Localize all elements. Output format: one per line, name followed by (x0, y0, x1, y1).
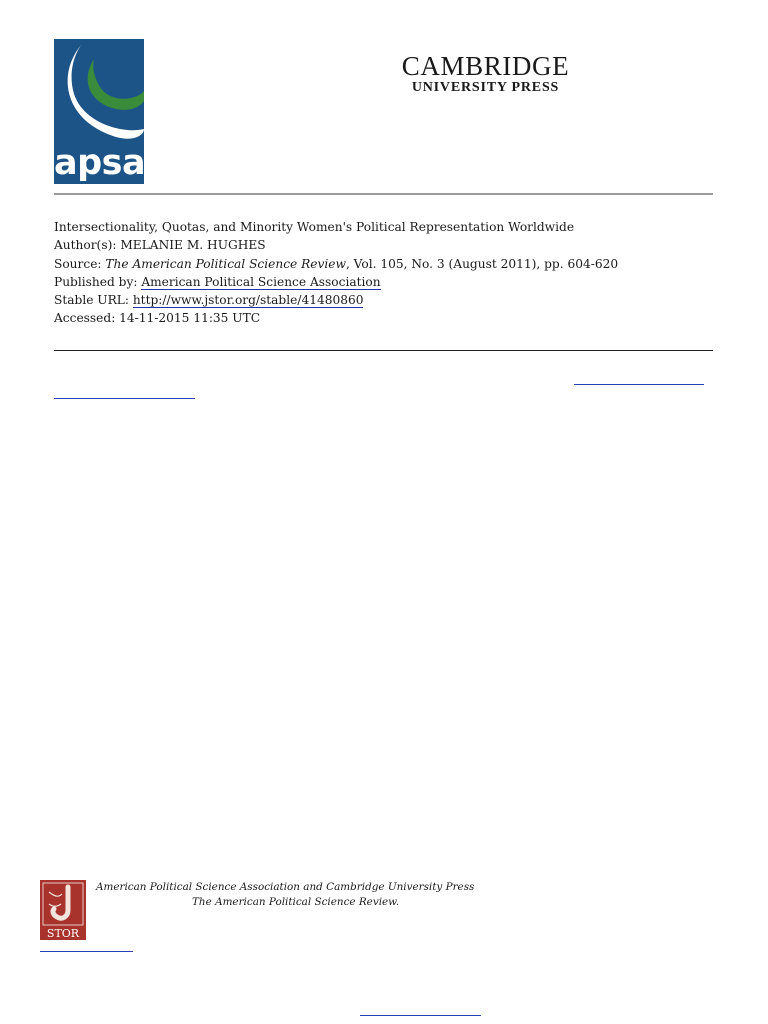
cambridge-wordmark: CAMBRIDGE (401, 51, 570, 81)
middle-divider (54, 350, 713, 351)
citation-block (54, 218, 734, 328)
author-line (54, 236, 734, 254)
page-link-underline[interactable] (360, 1015, 481, 1016)
university-press-wordmark: UNIVERSITY PRESS (411, 80, 560, 95)
accessed-label: Accessed: (54, 311, 120, 326)
footer-line-2: The American Political Science Review. (192, 895, 400, 908)
source-line (54, 255, 734, 273)
footer-collaboration-text (96, 880, 516, 909)
stable-url-label: Stable URL: (54, 293, 133, 308)
stable-url-link[interactable]: http://www.jstor.org/stable/41480860 (132, 293, 364, 308)
terms-link-underline-2[interactable] (54, 398, 195, 399)
jstor-logo (40, 880, 86, 940)
source-label: Source: (54, 256, 106, 271)
publisher-label: Published by: (54, 274, 142, 289)
apsa-wordmark: apsa (54, 143, 146, 183)
publisher-link[interactable]: American Political Science Association (141, 274, 381, 289)
jstor-logo-text: STOR (46, 927, 80, 940)
terms-link-underline-1[interactable] (574, 384, 704, 385)
footer-line-1: American Political Science Association and Cambridge University Press (96, 881, 475, 893)
author-label: Author(s): (54, 238, 121, 253)
accessed-line (54, 309, 734, 327)
source-journal: The American Political Science Review (105, 256, 346, 271)
accessed-date: 14-11-2015 11:35 UTC (119, 311, 261, 326)
publisher-line (54, 273, 734, 291)
stable-url-line (54, 291, 734, 309)
author-name: MELANIE M. HUGHES (120, 238, 266, 253)
jstor-link-underline[interactable] (40, 951, 133, 952)
top-divider (54, 193, 713, 195)
source-details: , Vol. 105, No. 3 (August 2011), pp. 604-620 (345, 256, 619, 271)
article-title: Intersectionality, Quotas, and Minority Women's Political Representation Worldwide (54, 220, 575, 234)
